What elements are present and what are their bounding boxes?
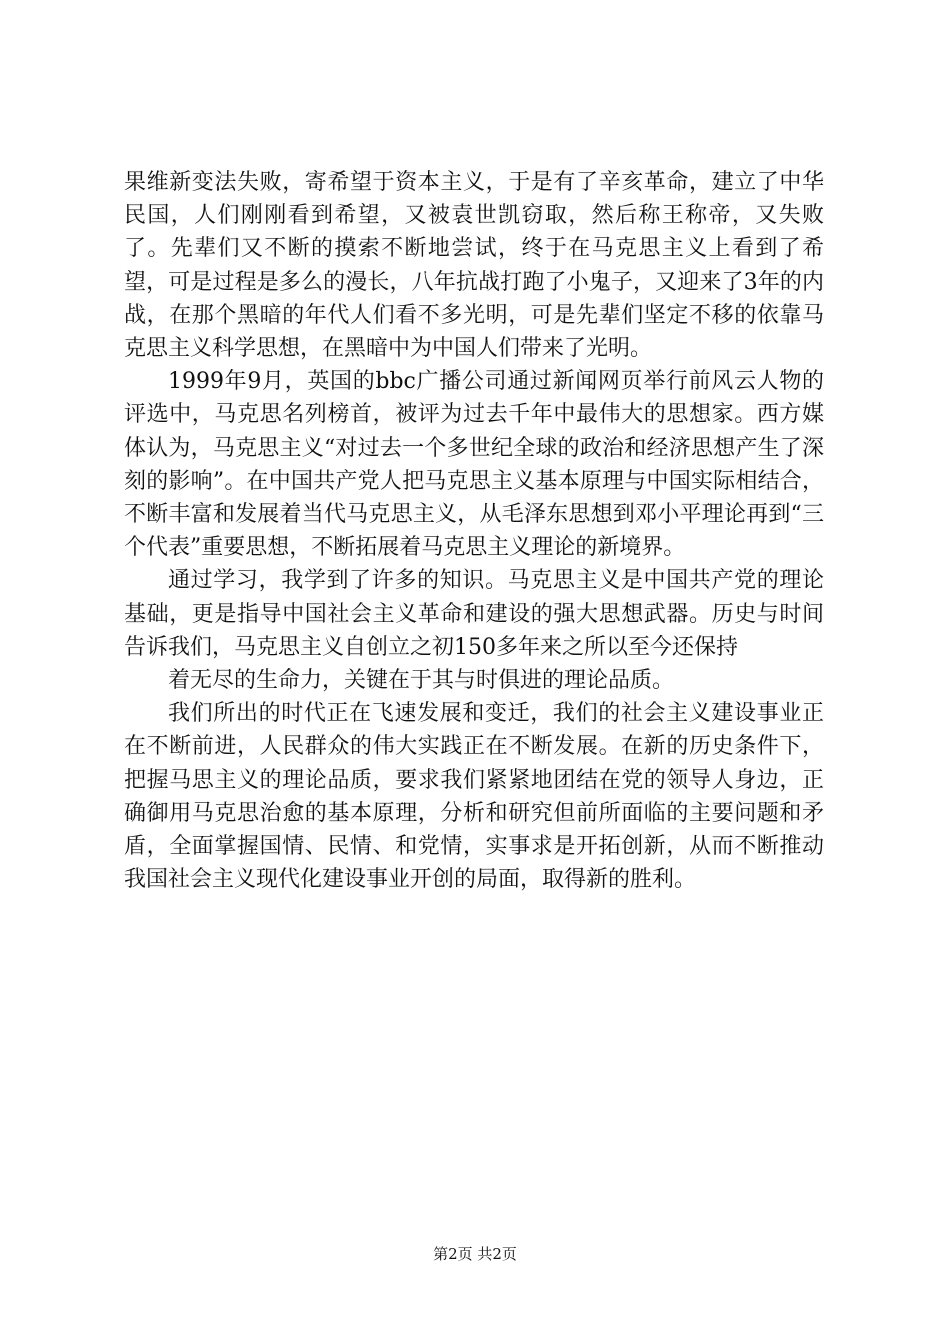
paragraph-learning: 通过学习，我学到了许多的知识。马克思主义是中国共产党的理论基础，更是指导中国社会主义革命和建设的强大思想武器。历史与时间告诉我们，马克思主义自创立之初150多年来之所以至今还保持 (124, 568, 824, 660)
page-footer: 第2页 共2页 (433, 1245, 517, 1263)
paragraph-vitality: 着无尽的生命力，关键在于其与时俱进的理论品质。 (168, 668, 675, 694)
document-body (124, 166, 824, 896)
paragraph-continuation: 果维新变法失败，寄希望于资本主义，于是有了辛亥革命，建立了中华民国，人们刚刚看到希望，又被袁世凯窃取，然后称王称帝，又失败了。先辈们又不断的摸索不断地尝试，终于在马克思主义上看到了希望，可是过程是多么的漫长，八年抗战打跑了小鬼子，又迎来了3年的内战，在那个黑暗的年代人们看不多光明，可是先辈们坚定不移的依靠马克思主义科学思想，在黑暗中为中国人们带来了光明。 (124, 170, 824, 362)
paragraph-new-era: 我们所出的时代正在飞速发展和变迁，我们的社会主义建设事业正在不断前进，人民群众的伟大实践正在不断发展。在新的历史条件下，把握马思主义的理论品质，要求我们紧紧地团结在党的领导人身边，正确御用马克思治愈的基本原理，分析和研究但前所面临的主要问题和矛盾，全面掌握国情、民情、和党情，实事求是开拓创新，从而不断推动我国社会主义现代化建设事业开创的局面，取得新的胜利。 (124, 701, 824, 893)
paragraph-bbc-poll: 1999年9月，英国的bbc广播公司通过新闻网页举行前风云人物的评选中，马克思名列榜首，被评为过去千年中最伟大的思想家。西方媒体认为，马克思主义“对过去一个多世纪全球的政治和经济思想产生了深刻的影响”。在中国共产党人把马克思主义基本原理与中国实际相结合，不断丰富和发展着当代马克思主义，从毛泽东思想到邓小平理论再到“三个代表”重要思想，不断拓展着马克思主义理论的新境界。 (124, 369, 824, 561)
